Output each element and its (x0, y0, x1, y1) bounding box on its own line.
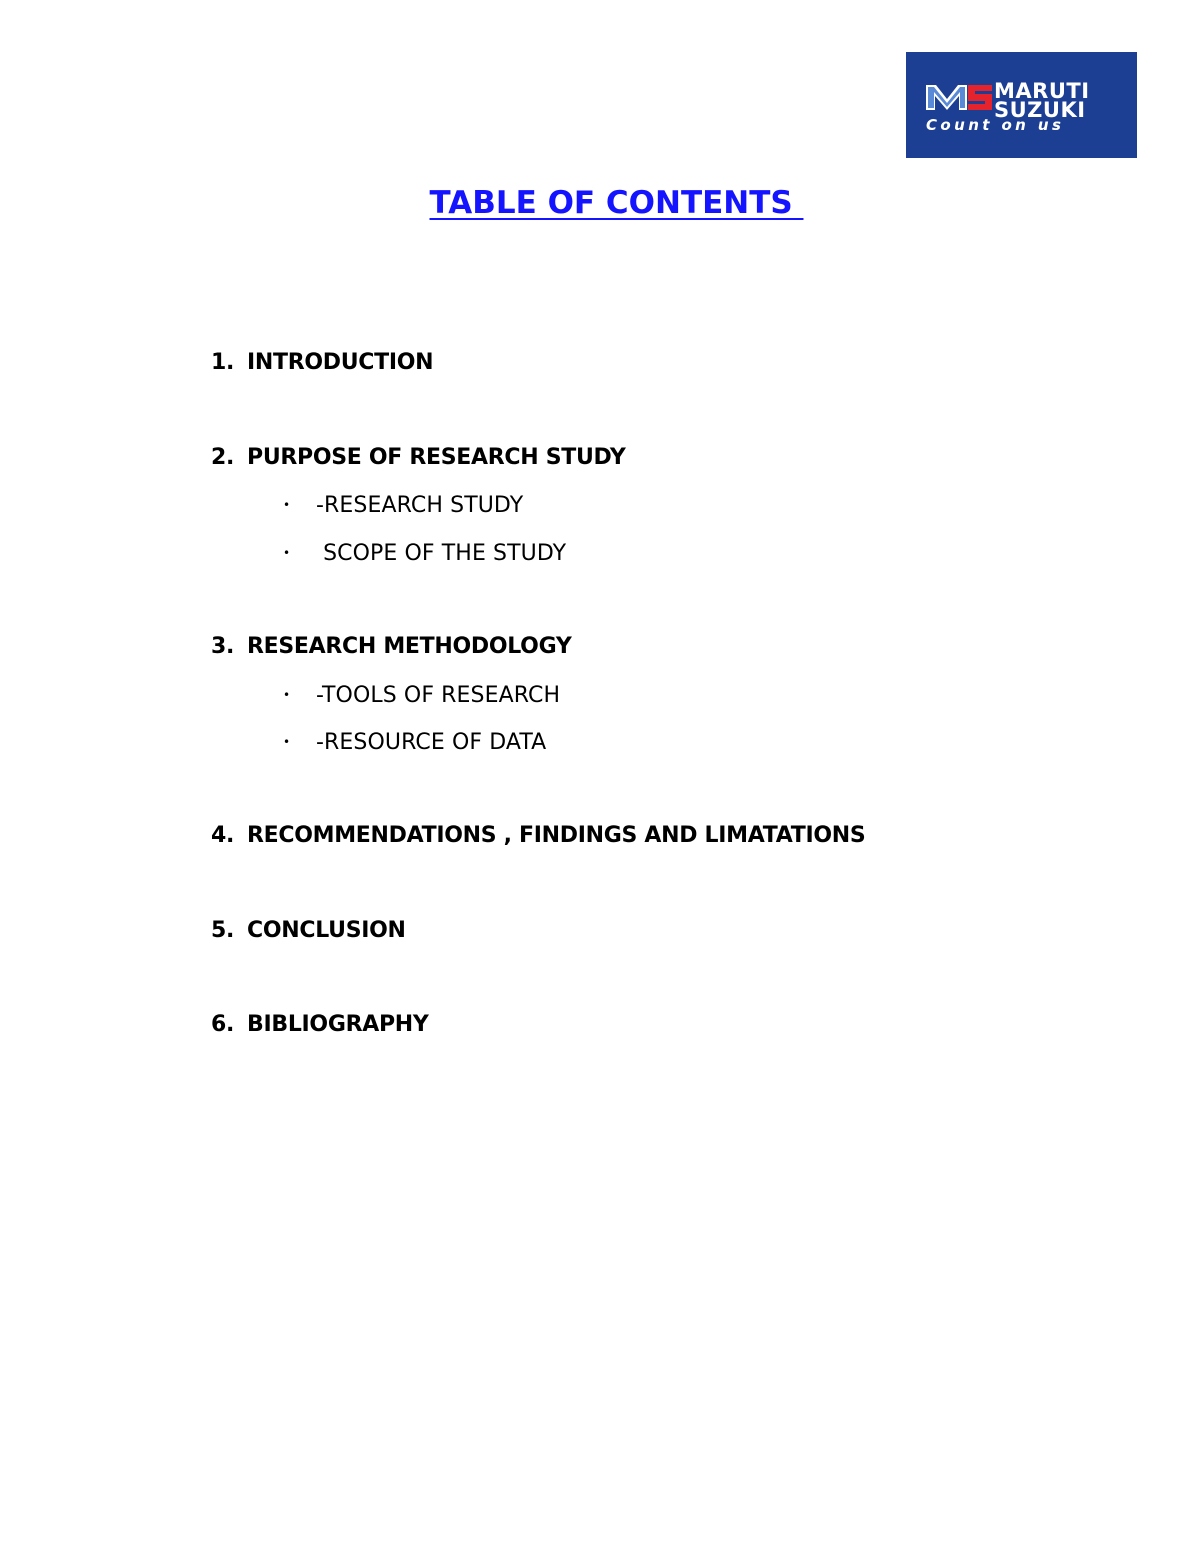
maruti-suzuki-logo (906, 52, 1137, 158)
toc-item-number: 3. (211, 634, 235, 659)
toc-item-label: BIBLIOGRAPHY (247, 1012, 429, 1037)
toc-item-number: 5. (211, 918, 235, 943)
toc-item-purpose-of-research-study (211, 444, 626, 472)
toc-item-label: PURPOSE OF RESEARCH STUDY (247, 445, 626, 470)
toc-item-label: INTRODUCTION (247, 350, 434, 375)
toc-subitem-research-study (283, 491, 523, 520)
bullet-icon: • (283, 735, 291, 749)
toc-item-number: 2. (211, 445, 235, 470)
toc-subitem-label: -RESEARCH STUDY (316, 493, 524, 518)
toc-item-conclusion (211, 917, 406, 945)
toc-subitem-label: -RESOURCE OF DATA (316, 730, 547, 755)
bullet-icon: • (283, 546, 291, 560)
toc-subitem-resource-of-data (283, 728, 546, 757)
logo-brand-line-1: MARUTI (994, 79, 1090, 103)
toc-subitem-label: SCOPE OF THE STUDY (316, 541, 567, 566)
toc-item-number: 6. (211, 1012, 235, 1037)
toc-item-bibliography (211, 1011, 429, 1039)
toc-item-label: RECOMMENDATIONS , FINDINGS AND LIMATATIONS (247, 823, 866, 848)
bullet-icon: • (283, 688, 291, 702)
toc-subitem-label: -TOOLS OF RESEARCH (316, 683, 561, 708)
logo-tagline: Count on us (926, 116, 1065, 134)
toc-item-recommendations (211, 822, 865, 850)
logo-brand-line-2: SUZUKI (994, 98, 1086, 122)
toc-item-introduction (211, 349, 433, 377)
toc-subitem-scope-of-the-study (283, 539, 566, 568)
bullet-icon: • (283, 498, 291, 512)
toc-item-label: RESEARCH METHODOLOGY (247, 634, 572, 659)
toc-subitem-tools-of-research (283, 681, 560, 710)
toc-item-label: CONCLUSION (247, 918, 406, 943)
page-title: TABLE OF CONTENTS (429, 185, 804, 221)
toc-item-number: 1. (211, 350, 235, 375)
toc-item-number: 4. (211, 823, 235, 848)
toc-item-research-methodology (211, 633, 571, 661)
